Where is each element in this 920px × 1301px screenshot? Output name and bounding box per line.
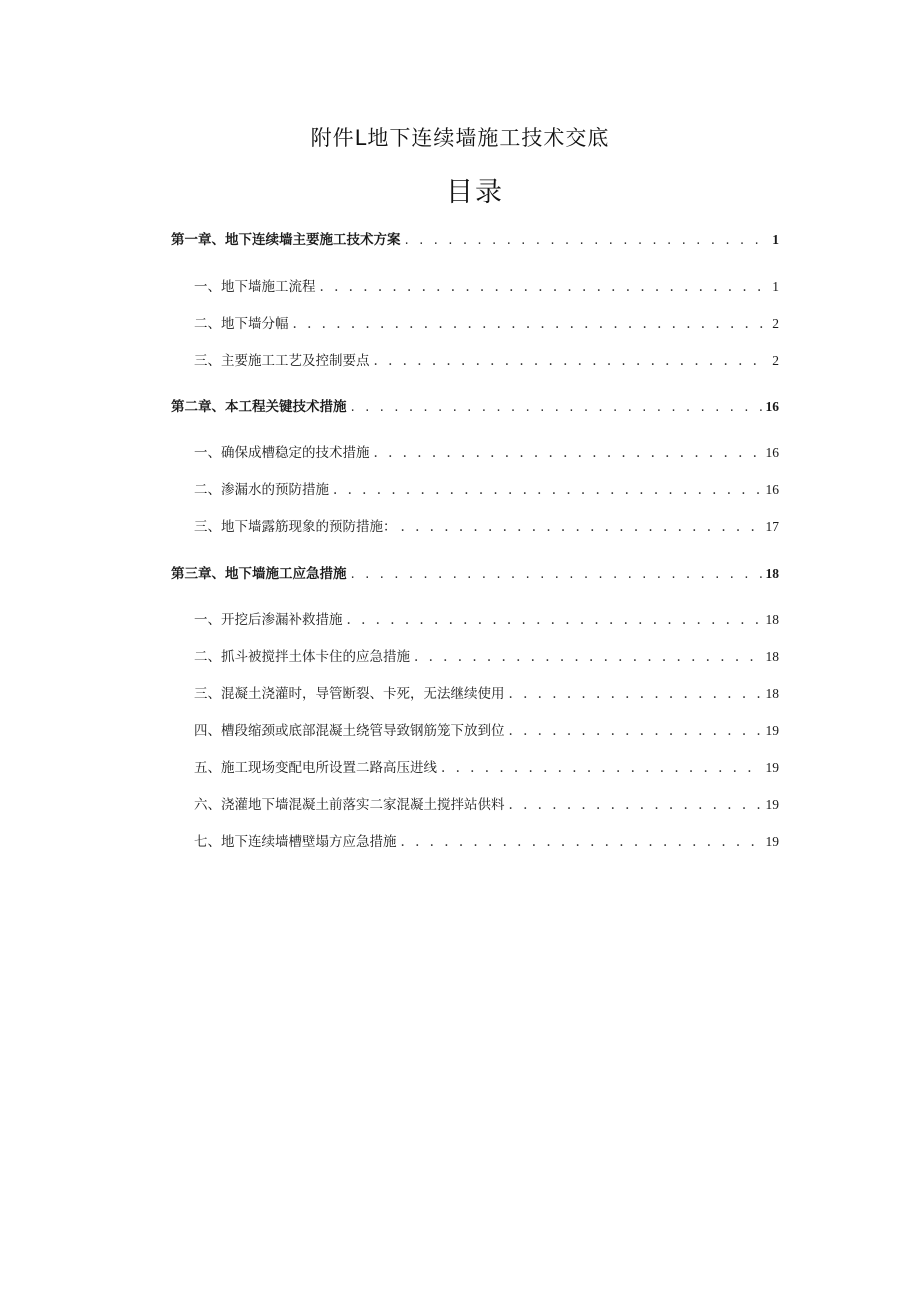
toc-section-entry[interactable]: [171, 794, 779, 816]
toc-entry-label: 六、浇灌地下墙混凝土前落实二家混凝土搅拌站供料: [194, 797, 505, 813]
toc-chapter-entry[interactable]: [171, 396, 779, 418]
toc-dot-leader: [351, 396, 762, 418]
toc-page-number: 16: [765, 482, 779, 497]
toc-section-entry[interactable]: [171, 720, 779, 742]
toc-entry-label: 五、施工现场变配电所设置二路高压进线: [194, 760, 437, 776]
toc-page-number: 16: [765, 399, 779, 414]
toc-page-number: 1: [772, 232, 779, 247]
toc-page-number: 19: [765, 797, 779, 812]
toc-entry-label: 第二章、本工程关键技术措施: [171, 399, 347, 415]
toc-entry-label: 二、地下墙分幅: [194, 316, 289, 332]
toc-dot-leader: [414, 646, 762, 668]
toc-entry-label: 一、地下墙施工流程: [194, 279, 316, 295]
toc-page-number: 18: [765, 649, 779, 664]
toc-page-number: 18: [765, 612, 779, 627]
toc-section-entry[interactable]: [171, 350, 779, 372]
toc-dot-leader: [441, 757, 762, 779]
toc-dot-leader: [509, 683, 762, 705]
toc-entry-label: 四、槽段缩颈或底部混凝土绕管导致钢筋笼下放到位: [194, 723, 505, 739]
toc-page-number: 18: [765, 566, 779, 581]
toc-entry-label: 三、混凝土浇灌时，导管断裂、卡死，无法继续使用: [194, 686, 505, 702]
toc-section-entry[interactable]: [171, 516, 779, 538]
toc-page-number: 1: [772, 279, 779, 294]
toc-entry-label: 第一章、地下连续墙主要施工技术方案: [171, 232, 401, 248]
toc-section-entry[interactable]: [171, 479, 779, 501]
toc-entry-label: 第三章、地下墙施工应急措施: [171, 566, 347, 582]
toc-page-number: 2: [772, 316, 779, 331]
toc-dot-leader: [374, 442, 762, 464]
toc-page-number: 16: [765, 445, 779, 460]
toc-section-entry[interactable]: [171, 609, 779, 631]
toc-entry-label: 二、渗漏水的预防措施: [194, 482, 329, 498]
toc-entry-label: 三、主要施工工艺及控制要点: [194, 353, 370, 369]
toc-dot-leader: [401, 516, 762, 538]
toc-dot-leader: [509, 720, 762, 742]
toc-entry-label: 三、地下墙露筋现象的预防措施：: [194, 519, 397, 535]
toc-section-entry[interactable]: [171, 831, 779, 853]
toc-chapter-entry[interactable]: [171, 229, 779, 251]
toc-heading: 目录: [446, 177, 504, 208]
toc-page-number: 18: [765, 686, 779, 701]
toc-dot-leader: [347, 609, 762, 631]
toc-entry-label: 七、地下连续墙槽壁塌方应急措施: [194, 834, 397, 850]
toc-section-entry[interactable]: [171, 313, 779, 335]
toc-section-entry[interactable]: [171, 683, 779, 705]
toc-dot-leader: [351, 563, 762, 585]
toc-entry-label: 一、开挖后渗漏补救措施: [194, 612, 343, 628]
toc-dot-leader: [401, 831, 762, 853]
toc-page-number: 19: [765, 834, 779, 849]
toc-dot-leader: [405, 229, 769, 251]
document-title: 附件L地下连续墙施工技术交底: [310, 126, 610, 150]
toc-section-entry[interactable]: [171, 646, 779, 668]
toc-entry-label: 一、确保成槽稳定的技术措施: [194, 445, 370, 461]
toc-dot-leader: [374, 350, 769, 372]
toc-section-entry[interactable]: [171, 442, 779, 464]
toc-dot-leader: [320, 276, 769, 298]
toc-page-number: 17: [765, 519, 779, 534]
toc-dot-leader: [509, 794, 762, 816]
toc-page-number: 2: [772, 353, 779, 368]
toc-page-number: 19: [765, 723, 779, 738]
toc-chapter-entry[interactable]: [171, 563, 779, 585]
toc-entry-label: 二、抓斗被搅拌土体卡住的应急措施: [194, 649, 410, 665]
toc-section-entry[interactable]: [171, 276, 779, 298]
toc-dot-leader: [333, 479, 762, 501]
toc-dot-leader: [293, 313, 769, 335]
toc-page-number: 19: [765, 760, 779, 775]
toc-section-entry[interactable]: [171, 757, 779, 779]
